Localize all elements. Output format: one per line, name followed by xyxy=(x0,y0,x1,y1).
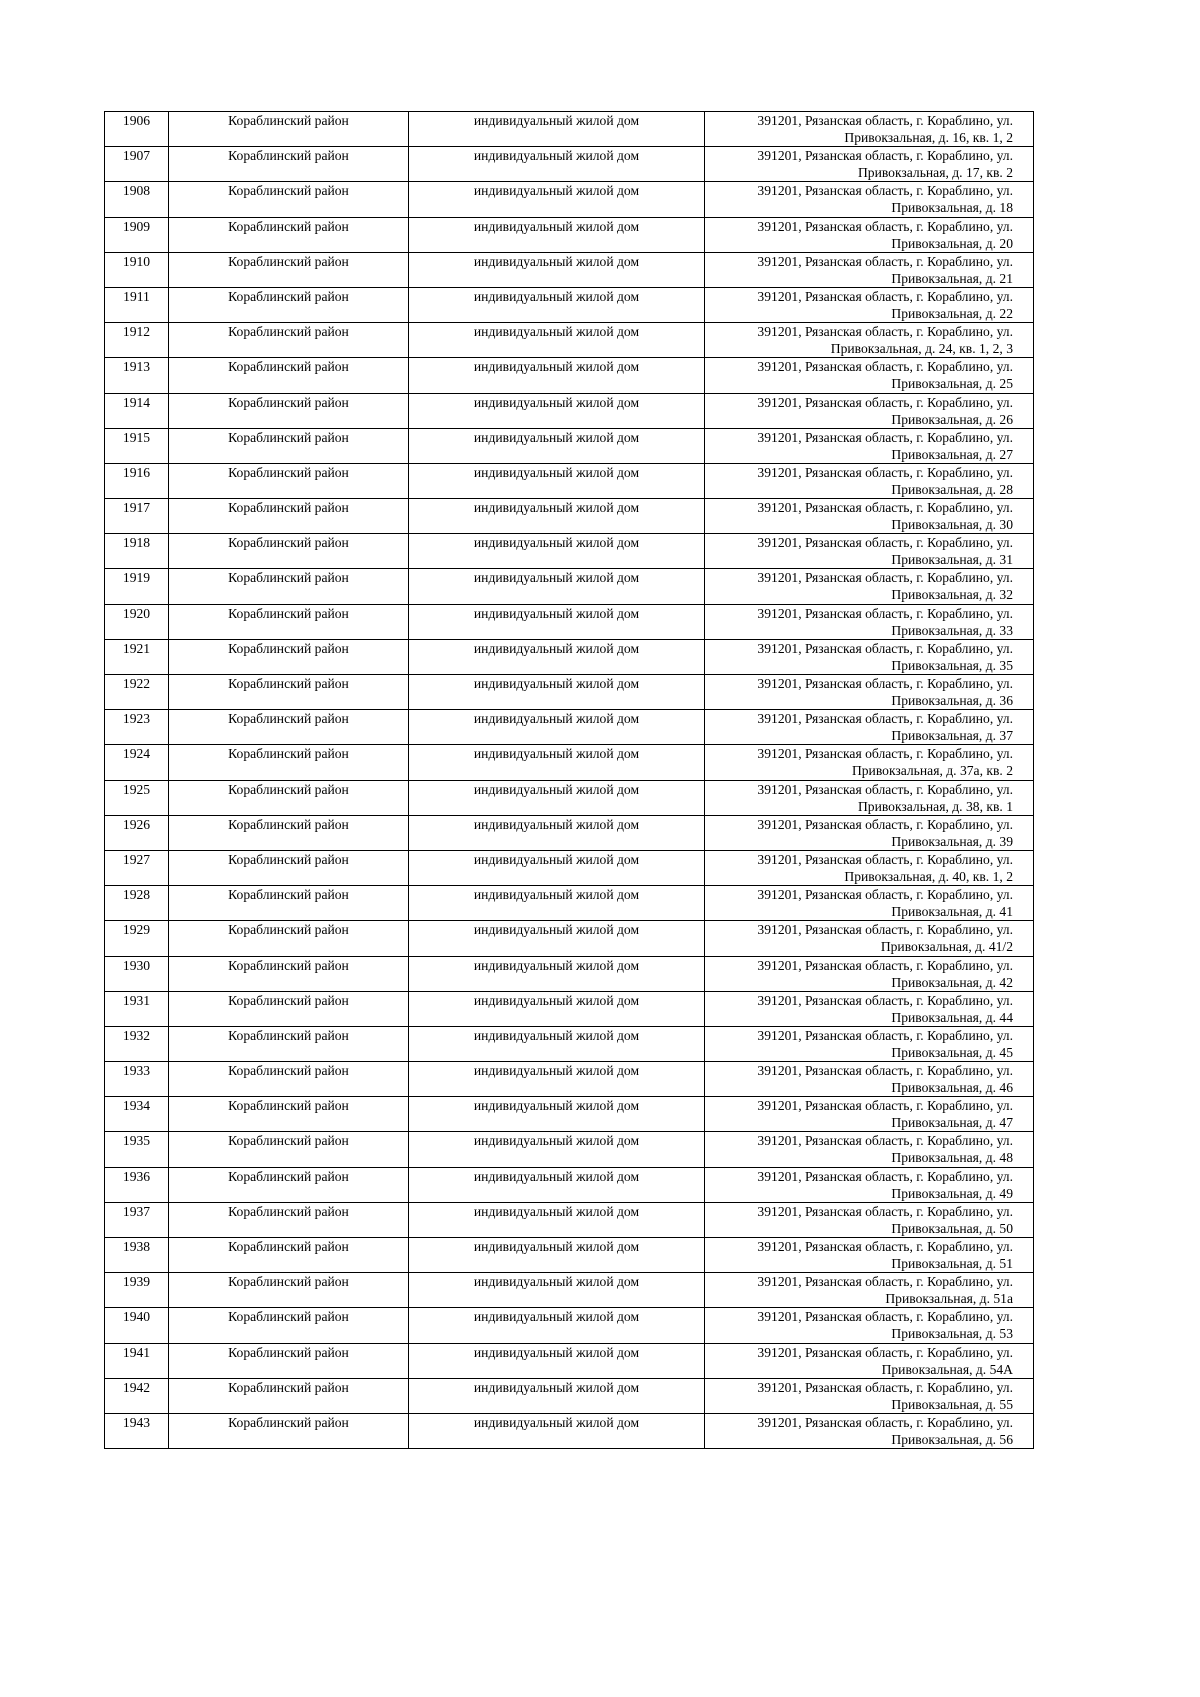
table-row xyxy=(105,217,1034,252)
table-row xyxy=(105,569,1034,604)
building-type-cell: индивидуальный жилой дом xyxy=(409,921,705,956)
housing-table xyxy=(104,111,1034,1449)
row-number-cell: 1940 xyxy=(105,1308,169,1343)
district-cell: Кораблинский район xyxy=(169,1132,409,1167)
address-cell: 391201, Рязанская область, г. Кораблино, ул. Привокзальная, д. 51 xyxy=(705,1238,1034,1273)
row-number-cell: 1935 xyxy=(105,1132,169,1167)
table-row xyxy=(105,604,1034,639)
address-cell: 391201, Рязанская область, г. Кораблино, ул. Привокзальная, д. 39 xyxy=(705,815,1034,850)
table-row xyxy=(105,534,1034,569)
building-type-cell: индивидуальный жилой дом xyxy=(409,604,705,639)
address-cell: 391201, Рязанская область, г. Кораблино, ул. Привокзальная, д. 21 xyxy=(705,252,1034,287)
table-row xyxy=(105,1097,1034,1132)
table-row xyxy=(105,463,1034,498)
building-type-cell: индивидуальный жилой дом xyxy=(409,815,705,850)
address-cell: 391201, Рязанская область, г. Кораблино, ул. Привокзальная, д. 37а, кв. 2 xyxy=(705,745,1034,780)
address-cell: 391201, Рязанская область, г. Кораблино, ул. Привокзальная, д. 24, кв. 1, 2, 3 xyxy=(705,323,1034,358)
table-row xyxy=(105,1202,1034,1237)
row-number-cell: 1936 xyxy=(105,1167,169,1202)
row-number-cell: 1915 xyxy=(105,428,169,463)
district-cell: Кораблинский район xyxy=(169,1202,409,1237)
table-row xyxy=(105,745,1034,780)
address-cell: 391201, Рязанская область, г. Кораблино, ул. Привокзальная, д. 38, кв. 1 xyxy=(705,780,1034,815)
district-cell: Кораблинский район xyxy=(169,1167,409,1202)
table-row xyxy=(105,112,1034,147)
row-number-cell: 1911 xyxy=(105,287,169,322)
address-cell: 391201, Рязанская область, г. Кораблино, ул. Привокзальная, д. 18 xyxy=(705,182,1034,217)
address-cell: 391201, Рязанская область, г. Кораблино, ул. Привокзальная, д. 47 xyxy=(705,1097,1034,1132)
table-row xyxy=(105,921,1034,956)
row-number-cell: 1931 xyxy=(105,991,169,1026)
building-type-cell: индивидуальный жилой дом xyxy=(409,991,705,1026)
table-row xyxy=(105,358,1034,393)
building-type-cell: индивидуальный жилой дом xyxy=(409,569,705,604)
table-row xyxy=(105,393,1034,428)
building-type-cell: индивидуальный жилой дом xyxy=(409,1378,705,1413)
table-row xyxy=(105,639,1034,674)
building-type-cell: индивидуальный жилой дом xyxy=(409,1167,705,1202)
row-number-cell: 1937 xyxy=(105,1202,169,1237)
address-cell: 391201, Рязанская область, г. Кораблино, ул. Привокзальная, д. 16, кв. 1, 2 xyxy=(705,112,1034,147)
row-number-cell: 1922 xyxy=(105,675,169,710)
row-number-cell: 1918 xyxy=(105,534,169,569)
district-cell: Кораблинский район xyxy=(169,1413,409,1448)
table-row xyxy=(105,323,1034,358)
address-cell: 391201, Рязанская область, г. Кораблино, ул. Привокзальная, д. 50 xyxy=(705,1202,1034,1237)
row-number-cell: 1927 xyxy=(105,850,169,885)
row-number-cell: 1941 xyxy=(105,1343,169,1378)
building-type-cell: индивидуальный жилой дом xyxy=(409,147,705,182)
building-type-cell: индивидуальный жилой дом xyxy=(409,1132,705,1167)
building-type-cell: индивидуальный жилой дом xyxy=(409,1202,705,1237)
district-cell: Кораблинский район xyxy=(169,604,409,639)
building-type-cell: индивидуальный жилой дом xyxy=(409,463,705,498)
table-row xyxy=(105,499,1034,534)
district-cell: Кораблинский район xyxy=(169,675,409,710)
address-cell: 391201, Рязанская область, г. Кораблино, ул. Привокзальная, д. 28 xyxy=(705,463,1034,498)
table-row xyxy=(105,1378,1034,1413)
building-type-cell: индивидуальный жилой дом xyxy=(409,745,705,780)
district-cell: Кораблинский район xyxy=(169,921,409,956)
district-cell: Кораблинский район xyxy=(169,991,409,1026)
address-cell: 391201, Рязанская область, г. Кораблино, ул. Привокзальная, д. 42 xyxy=(705,956,1034,991)
address-cell: 391201, Рязанская область, г. Кораблино, ул. Привокзальная, д. 22 xyxy=(705,287,1034,322)
address-cell: 391201, Рязанская область, г. Кораблино, ул. Привокзальная, д. 44 xyxy=(705,991,1034,1026)
district-cell: Кораблинский район xyxy=(169,182,409,217)
address-cell: 391201, Рязанская область, г. Кораблино, ул. Привокзальная, д. 51а xyxy=(705,1273,1034,1308)
table-row xyxy=(105,182,1034,217)
table-row xyxy=(105,252,1034,287)
table-body xyxy=(105,112,1034,1449)
building-type-cell: индивидуальный жилой дом xyxy=(409,217,705,252)
district-cell: Кораблинский район xyxy=(169,217,409,252)
row-number-cell: 1913 xyxy=(105,358,169,393)
table-row xyxy=(105,1308,1034,1343)
district-cell: Кораблинский район xyxy=(169,358,409,393)
building-type-cell: индивидуальный жилой дом xyxy=(409,639,705,674)
address-cell: 391201, Рязанская область, г. Кораблино, ул. Привокзальная, д. 41 xyxy=(705,886,1034,921)
address-cell: 391201, Рязанская область, г. Кораблино, ул. Привокзальная, д. 49 xyxy=(705,1167,1034,1202)
district-cell: Кораблинский район xyxy=(169,815,409,850)
address-cell: 391201, Рязанская область, г. Кораблино, ул. Привокзальная, д. 31 xyxy=(705,534,1034,569)
district-cell: Кораблинский район xyxy=(169,287,409,322)
building-type-cell: индивидуальный жилой дом xyxy=(409,112,705,147)
row-number-cell: 1908 xyxy=(105,182,169,217)
row-number-cell: 1943 xyxy=(105,1413,169,1448)
table-row xyxy=(105,991,1034,1026)
row-number-cell: 1907 xyxy=(105,147,169,182)
building-type-cell: индивидуальный жилой дом xyxy=(409,1026,705,1061)
row-number-cell: 1925 xyxy=(105,780,169,815)
row-number-cell: 1942 xyxy=(105,1378,169,1413)
building-type-cell: индивидуальный жилой дом xyxy=(409,710,705,745)
district-cell: Кораблинский район xyxy=(169,780,409,815)
building-type-cell: индивидуальный жилой дом xyxy=(409,780,705,815)
address-cell: 391201, Рязанская область, г. Кораблино, ул. Привокзальная, д. 17, кв. 2 xyxy=(705,147,1034,182)
table-row xyxy=(105,1238,1034,1273)
row-number-cell: 1932 xyxy=(105,1026,169,1061)
building-type-cell: индивидуальный жилой дом xyxy=(409,287,705,322)
building-type-cell: индивидуальный жилой дом xyxy=(409,534,705,569)
district-cell: Кораблинский район xyxy=(169,850,409,885)
district-cell: Кораблинский район xyxy=(169,112,409,147)
address-cell: 391201, Рязанская область, г. Кораблино, ул. Привокзальная, д. 46 xyxy=(705,1062,1034,1097)
district-cell: Кораблинский район xyxy=(169,1343,409,1378)
row-number-cell: 1906 xyxy=(105,112,169,147)
row-number-cell: 1926 xyxy=(105,815,169,850)
district-cell: Кораблинский район xyxy=(169,1062,409,1097)
table-row xyxy=(105,815,1034,850)
district-cell: Кораблинский район xyxy=(169,639,409,674)
building-type-cell: индивидуальный жилой дом xyxy=(409,1273,705,1308)
row-number-cell: 1917 xyxy=(105,499,169,534)
district-cell: Кораблинский район xyxy=(169,428,409,463)
address-cell: 391201, Рязанская область, г. Кораблино, ул. Привокзальная, д. 35 xyxy=(705,639,1034,674)
row-number-cell: 1921 xyxy=(105,639,169,674)
table-row xyxy=(105,1026,1034,1061)
row-number-cell: 1938 xyxy=(105,1238,169,1273)
table-row xyxy=(105,1413,1034,1448)
district-cell: Кораблинский район xyxy=(169,534,409,569)
building-type-cell: индивидуальный жилой дом xyxy=(409,428,705,463)
building-type-cell: индивидуальный жилой дом xyxy=(409,956,705,991)
building-type-cell: индивидуальный жилой дом xyxy=(409,182,705,217)
row-number-cell: 1919 xyxy=(105,569,169,604)
district-cell: Кораблинский район xyxy=(169,710,409,745)
row-number-cell: 1933 xyxy=(105,1062,169,1097)
district-cell: Кораблинский район xyxy=(169,1097,409,1132)
table-row xyxy=(105,147,1034,182)
address-cell: 391201, Рязанская область, г. Кораблино, ул. Привокзальная, д. 37 xyxy=(705,710,1034,745)
table-row xyxy=(105,428,1034,463)
address-cell: 391201, Рязанская область, г. Кораблино, ул. Привокзальная, д. 40, кв. 1, 2 xyxy=(705,850,1034,885)
address-cell: 391201, Рязанская область, г. Кораблино, ул. Привокзальная, д. 56 xyxy=(705,1413,1034,1448)
building-type-cell: индивидуальный жилой дом xyxy=(409,393,705,428)
district-cell: Кораблинский район xyxy=(169,956,409,991)
building-type-cell: индивидуальный жилой дом xyxy=(409,1308,705,1343)
table-row xyxy=(105,1273,1034,1308)
district-cell: Кораблинский район xyxy=(169,147,409,182)
table-row xyxy=(105,1343,1034,1378)
table-row xyxy=(105,675,1034,710)
table-row xyxy=(105,1167,1034,1202)
building-type-cell: индивидуальный жилой дом xyxy=(409,1413,705,1448)
row-number-cell: 1920 xyxy=(105,604,169,639)
table-row xyxy=(105,956,1034,991)
building-type-cell: индивидуальный жилой дом xyxy=(409,252,705,287)
address-cell: 391201, Рязанская область, г. Кораблино, ул. Привокзальная, д. 26 xyxy=(705,393,1034,428)
address-cell: 391201, Рязанская область, г. Кораблино, ул. Привокзальная, д. 20 xyxy=(705,217,1034,252)
address-cell: 391201, Рязанская область, г. Кораблино, ул. Привокзальная, д. 55 xyxy=(705,1378,1034,1413)
building-type-cell: индивидуальный жилой дом xyxy=(409,499,705,534)
building-type-cell: индивидуальный жилой дом xyxy=(409,323,705,358)
table-row xyxy=(105,886,1034,921)
row-number-cell: 1914 xyxy=(105,393,169,428)
address-cell: 391201, Рязанская область, г. Кораблино, ул. Привокзальная, д. 53 xyxy=(705,1308,1034,1343)
row-number-cell: 1912 xyxy=(105,323,169,358)
building-type-cell: индивидуальный жилой дом xyxy=(409,850,705,885)
address-cell: 391201, Рязанская область, г. Кораблино, ул. Привокзальная, д. 45 xyxy=(705,1026,1034,1061)
address-cell: 391201, Рязанская область, г. Кораблино, ул. Привокзальная, д. 36 xyxy=(705,675,1034,710)
table-row xyxy=(105,710,1034,745)
address-cell: 391201, Рязанская область, г. Кораблино, ул. Привокзальная, д. 25 xyxy=(705,358,1034,393)
table-row xyxy=(105,1132,1034,1167)
district-cell: Кораблинский район xyxy=(169,252,409,287)
row-number-cell: 1929 xyxy=(105,921,169,956)
row-number-cell: 1930 xyxy=(105,956,169,991)
building-type-cell: индивидуальный жилой дом xyxy=(409,675,705,710)
table-row xyxy=(105,287,1034,322)
district-cell: Кораблинский район xyxy=(169,745,409,780)
table-row xyxy=(105,850,1034,885)
building-type-cell: индивидуальный жилой дом xyxy=(409,358,705,393)
building-type-cell: индивидуальный жилой дом xyxy=(409,1097,705,1132)
row-number-cell: 1909 xyxy=(105,217,169,252)
district-cell: Кораблинский район xyxy=(169,323,409,358)
district-cell: Кораблинский район xyxy=(169,1238,409,1273)
district-cell: Кораблинский район xyxy=(169,886,409,921)
row-number-cell: 1924 xyxy=(105,745,169,780)
district-cell: Кораблинский район xyxy=(169,1026,409,1061)
district-cell: Кораблинский район xyxy=(169,393,409,428)
building-type-cell: индивидуальный жилой дом xyxy=(409,1343,705,1378)
row-number-cell: 1934 xyxy=(105,1097,169,1132)
district-cell: Кораблинский район xyxy=(169,463,409,498)
row-number-cell: 1923 xyxy=(105,710,169,745)
table-row xyxy=(105,780,1034,815)
row-number-cell: 1916 xyxy=(105,463,169,498)
address-cell: 391201, Рязанская область, г. Кораблино, ул. Привокзальная, д. 48 xyxy=(705,1132,1034,1167)
building-type-cell: индивидуальный жилой дом xyxy=(409,1062,705,1097)
address-cell: 391201, Рязанская область, г. Кораблино, ул. Привокзальная, д. 41/2 xyxy=(705,921,1034,956)
address-cell: 391201, Рязанская область, г. Кораблино, ул. Привокзальная, д. 27 xyxy=(705,428,1034,463)
address-cell: 391201, Рязанская область, г. Кораблино, ул. Привокзальная, д. 54А xyxy=(705,1343,1034,1378)
address-cell: 391201, Рязанская область, г. Кораблино, ул. Привокзальная, д. 32 xyxy=(705,569,1034,604)
row-number-cell: 1928 xyxy=(105,886,169,921)
district-cell: Кораблинский район xyxy=(169,1273,409,1308)
row-number-cell: 1910 xyxy=(105,252,169,287)
table-row xyxy=(105,1062,1034,1097)
address-cell: 391201, Рязанская область, г. Кораблино, ул. Привокзальная, д. 30 xyxy=(705,499,1034,534)
district-cell: Кораблинский район xyxy=(169,1378,409,1413)
building-type-cell: индивидуальный жилой дом xyxy=(409,1238,705,1273)
district-cell: Кораблинский район xyxy=(169,499,409,534)
district-cell: Кораблинский район xyxy=(169,569,409,604)
building-type-cell: индивидуальный жилой дом xyxy=(409,886,705,921)
address-cell: 391201, Рязанская область, г. Кораблино, ул. Привокзальная, д. 33 xyxy=(705,604,1034,639)
row-number-cell: 1939 xyxy=(105,1273,169,1308)
district-cell: Кораблинский район xyxy=(169,1308,409,1343)
